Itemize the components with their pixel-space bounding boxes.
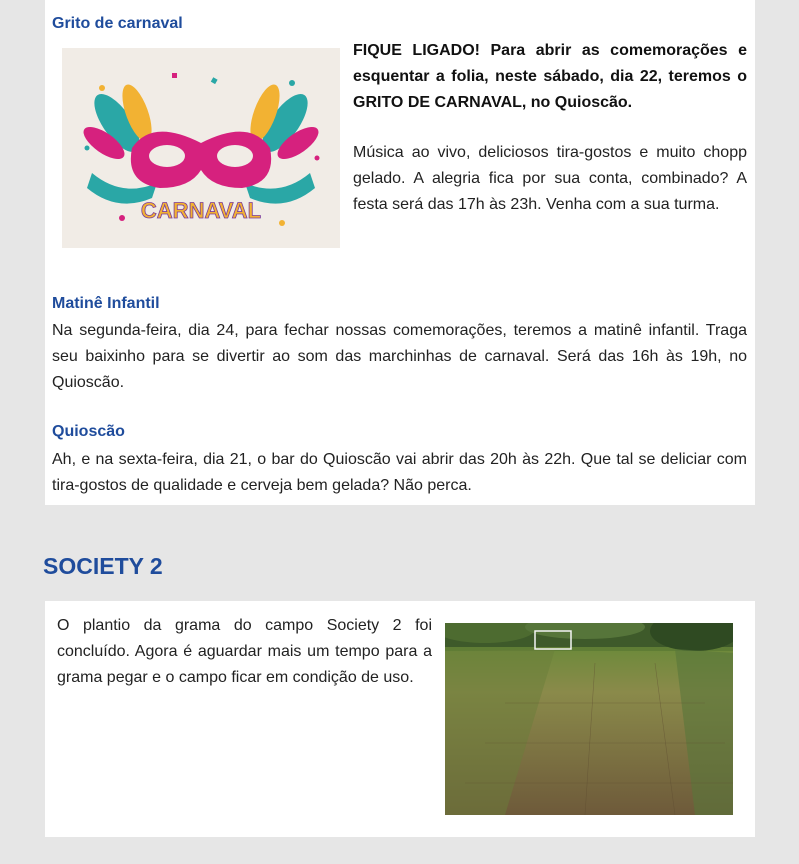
quioscao-body: Ah, e na sexta-feira, dia 21, o bar do Quioscão vai abrir das 20h às 22h. Que tal se deliciar com tira-gostos de qualidade e cerveja bem gelada? Não perca.	[52, 451, 747, 494]
grito-body: Música ao vivo, deliciosos tira-gostos e muito chopp gelado. A alegria fica por sua conta, combinado? A festa será das 17h às 23h. Venha com a sua turma.	[353, 144, 747, 213]
quioscao-title: Quioscão	[52, 423, 125, 440]
carnival-mask-illustration	[62, 48, 340, 248]
matine-title: Matinê Infantil	[52, 295, 160, 312]
carnaval-logo-text: CARNAVAL	[140, 198, 262, 223]
soccer-field-photo	[445, 623, 733, 815]
carnival-mask-image	[62, 48, 340, 248]
society-body: O plantio da grama do campo Society 2 foi concluído. Agora é aguardar mais um tempo para a grama pegar e o campo ficar em condição de uso.	[57, 617, 432, 686]
carnival-card	[45, 0, 755, 505]
society-heading: SOCIETY 2	[43, 553, 163, 579]
matine-body: Na segunda-feira, dia 24, para fechar nossas comemorações, teremos a matinê infantil. Traga seu baixinho para se divertir ao som das marchinhas de carnaval. Será das 16h às 19h, no Quioscão.	[52, 322, 747, 391]
society-card	[45, 601, 755, 837]
grito-title: Grito de carnaval	[52, 15, 183, 32]
field-photo-illustration	[445, 623, 733, 815]
grito-highlight: FIQUE LIGADO! Para abrir as comemorações e esquentar a folia, neste sábado, dia 22, teremos o GRITO DE CARNAVAL, no Quioscão.	[353, 42, 747, 111]
